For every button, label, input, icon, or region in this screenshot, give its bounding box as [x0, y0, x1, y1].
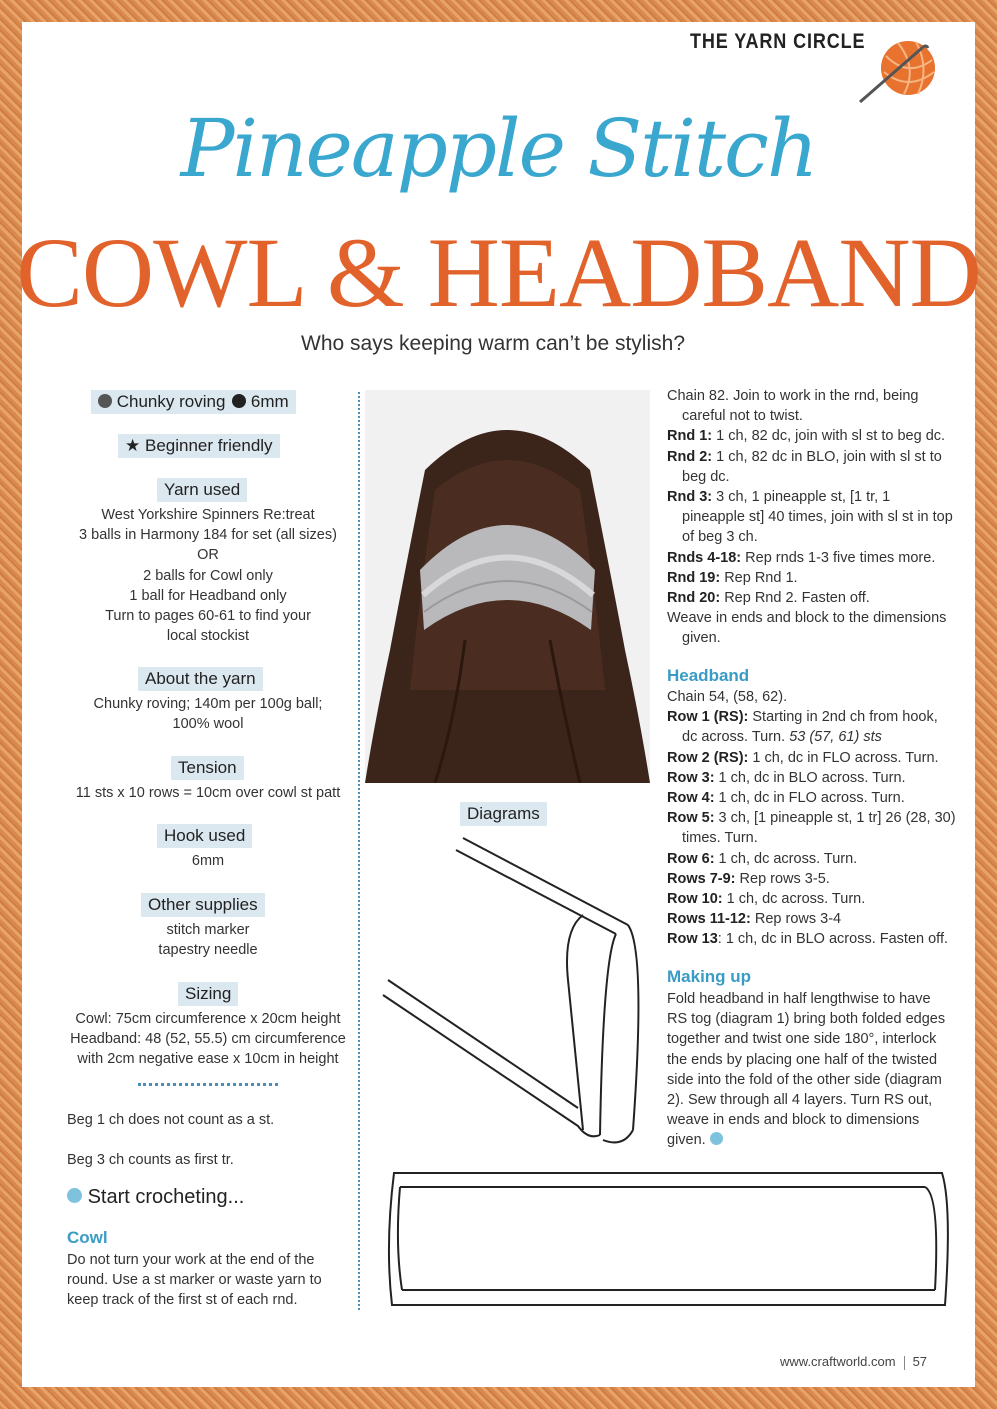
difficulty-tag: [118, 434, 280, 458]
yarn-weight-tag: [91, 390, 296, 414]
yarn-used-heading: Yarn used: [157, 478, 247, 502]
cowl-step: Rnds 4-18: Rep rnds 1-3 five times more.: [667, 549, 936, 566]
yarn-used-line: OR: [197, 547, 219, 564]
about-yarn-line: 100% wool: [172, 716, 244, 733]
note-beg-1ch: Beg 1 ch does not count as a st.: [67, 1112, 275, 1128]
brand-name: THE YARN CIRCLE: [690, 30, 866, 53]
sizing-heading: Sizing: [178, 982, 238, 1006]
other-supplies-text: [60, 920, 356, 960]
headband-step: Row 3: 1 ch, dc in BLO across. Turn.: [667, 769, 906, 786]
yarn-used-line: West Yorkshire Spinners Re:treat: [101, 507, 315, 523]
headband-step: Row 5: 3 ch, [1 pineapple st, 1 tr] 26 (28, 30) times. Turn.: [667, 810, 956, 847]
diagram-folded-headband: [378, 830, 660, 1150]
headband-pattern: [667, 687, 957, 950]
about-yarn-text: [60, 694, 356, 734]
yarn-ball-icon: [858, 38, 954, 104]
sizing-line: with 2cm negative ease x 10cm in height: [77, 1051, 339, 1068]
hook-size-label: 6mm: [250, 392, 289, 411]
yarn-used-line: 2 balls for Cowl only: [143, 567, 273, 584]
headband-chain: Chain 54, (58, 62).: [667, 689, 788, 705]
diagrams-label: Diagrams: [460, 802, 547, 826]
sizing-line: Cowl: 75cm circumference x 20cm height: [75, 1011, 341, 1027]
headband-step: Row 13: 1 ch, dc in BLO across. Fasten off.: [667, 931, 948, 948]
end-yarn-icon: [710, 1132, 723, 1145]
hook-icon: [232, 394, 246, 408]
yarn-used-line: Turn to pages 60-61 to find your: [105, 608, 311, 625]
yarn-used-line: 1 ball for Headband only: [129, 587, 287, 604]
photo-illustration: [365, 390, 650, 783]
tension-heading: Tension: [171, 756, 244, 780]
headband-step: Row 6: 1 ch, dc across. Turn.: [667, 850, 858, 867]
footer-url[interactable]: www.craftworld.com: [780, 1354, 896, 1369]
yarn-ball-small-icon: [98, 394, 112, 408]
headband-step: Row 2 (RS): 1 ch, dc in FLO across. Turn.: [667, 749, 939, 766]
yarn-weight-label: Chunky roving: [116, 392, 226, 411]
making-up-heading: Making up: [667, 967, 752, 986]
cowl-step: Chain 82. Join to work in the rnd, being careful not to twist.: [667, 388, 919, 425]
making-up-body: Fold headband in half lengthwise to have RS tog (diagram 1) bring both folded edges together and twist one side 180°, interlock the ends by placing one half of the twisted side into the fold of the other side (diagram 2). Sew through all 4 layers. Turn RS out, weave in ends and block to dimensions given.: [667, 991, 946, 1149]
making-up-text: [667, 989, 947, 1151]
cowl-step: Rnd 1: 1 ch, 82 dc, join with sl st to beg dc.: [667, 428, 946, 445]
headband-photo: [365, 390, 650, 783]
start-heading-label: Start crocheting...: [87, 1186, 245, 1208]
other-supplies-heading: Other supplies: [141, 893, 265, 917]
title-main: COWL & HEADBAND: [16, 217, 981, 328]
page-number: 57: [912, 1354, 928, 1369]
column-divider: [358, 392, 360, 1310]
start-heading: [67, 1186, 244, 1209]
headband-step: Row 10: 1 ch, dc across. Turn.: [667, 891, 866, 908]
cowl-step: Weave in ends and block to the dimensions given.: [667, 610, 947, 647]
divider-dots: [138, 1083, 278, 1086]
cowl-pattern: [667, 386, 957, 649]
footer-separator: [904, 1356, 905, 1370]
yarn-used-line: 3 balls in Harmony 184 for set (all sizes): [79, 527, 337, 544]
other-supplies-line: stitch marker: [166, 922, 250, 938]
tension-line: 11 sts x 10 rows = 10cm over cowl st patt: [75, 785, 341, 801]
headband-step: Rows 11-12: Rep rows 3-4: [667, 911, 842, 928]
about-yarn-heading: About the yarn: [138, 667, 263, 691]
headband-heading: Headband: [667, 666, 750, 685]
headband-step: Row 4: 1 ch, dc in FLO across. Turn.: [667, 790, 905, 807]
diagram-twisted-headband: [380, 1165, 960, 1315]
sizing-line: Headband: 48 (52, 55.5) cm circumference: [70, 1031, 346, 1048]
note-beg-3ch: Beg 3 ch counts as first tr.: [67, 1152, 234, 1168]
tension-text: [60, 783, 356, 803]
headband-step: Row 1 (RS): Starting in 2nd ch from hook, dc across. Turn. 53 (57, 61) sts: [667, 709, 938, 746]
yarn-ball-small-icon: [67, 1188, 82, 1203]
hook-used-line: 6mm: [191, 853, 225, 869]
cowl-step: Rnd 19: Rep Rnd 1.: [667, 569, 798, 586]
yarn-used-text: [60, 505, 356, 646]
cowl-step: Rnd 2: 1 ch, 82 dc in BLO, join with sl st to beg dc.: [667, 448, 942, 485]
about-yarn-line: Chunky roving; 140m per 100g ball;: [93, 696, 323, 712]
footer: [780, 1354, 927, 1370]
hook-used-heading: Hook used: [157, 824, 252, 848]
difficulty-label: Beginner friendly: [144, 436, 273, 455]
cowl-step: Rnd 3: 3 ch, 1 pineapple st, [1 tr, 1 pineapple st] 40 times, join with sl st in top of beg 3 ch.: [667, 489, 953, 546]
yarn-used-line: local stockist: [166, 628, 250, 645]
subtitle: Who says keeping warm can’t be stylish?: [301, 332, 685, 355]
hook-used-text: [60, 851, 356, 871]
title-script: Pineapple Stitch: [180, 102, 817, 195]
other-supplies-line: tapestry needle: [158, 942, 258, 959]
cowl-heading: Cowl: [67, 1228, 108, 1247]
cowl-intro: Do not turn your work at the end of the round. Use a st marker or waste yarn to keep track of the first st of each rnd.: [67, 1252, 322, 1309]
sizing-text: [60, 1009, 356, 1070]
headband-step: Rows 7-9: Rep rows 3-5.: [667, 870, 830, 887]
star-icon: ★: [125, 436, 141, 455]
cowl-step: Rnd 20: Rep Rnd 2. Fasten off.: [667, 590, 870, 607]
